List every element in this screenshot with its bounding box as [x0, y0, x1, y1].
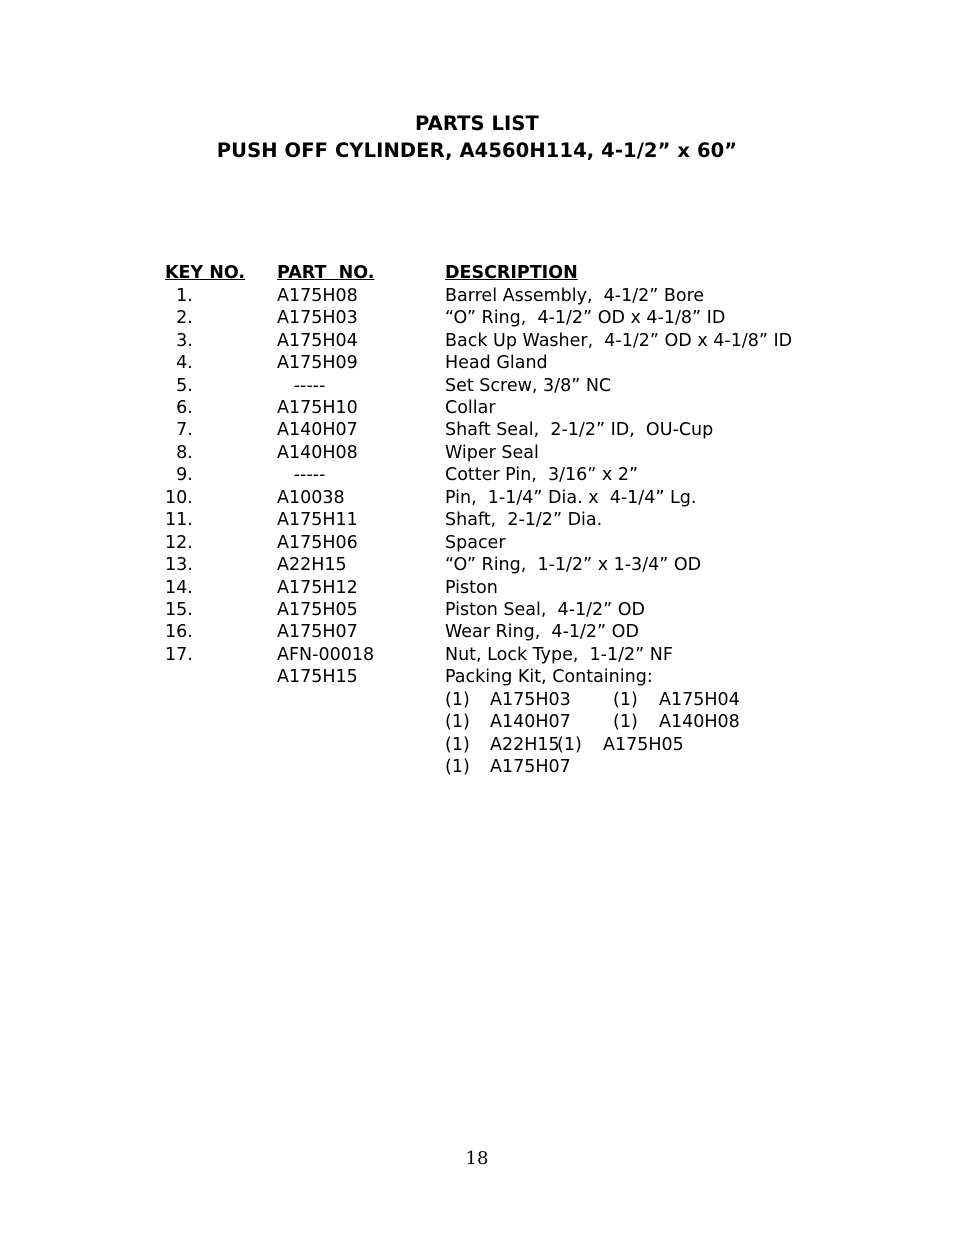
kit-qty: (1) [557, 735, 582, 755]
kit-qty: (1) [445, 735, 470, 755]
description: Head Gland [445, 353, 548, 373]
description: Barrel Assembly, 4-1/2” Bore [445, 286, 705, 306]
key-no: 4. [165, 353, 193, 373]
table-row [0, 397, 954, 419]
key-no: 13. [165, 555, 193, 575]
part-no: A175H09 [277, 353, 358, 373]
description: “O” Ring, 4-1/2” OD x 4-1/8” ID [445, 308, 726, 328]
description: Piston Seal, 4-1/2” OD [445, 600, 646, 620]
kit-part: A22H15 [490, 735, 560, 755]
table-row [0, 375, 954, 397]
kit-part: A140H08 [659, 712, 740, 732]
table-row [0, 644, 954, 666]
key-no: 8. [165, 443, 193, 463]
description: Pin, 1-1/4” Dia. x 4-1/4” Lg. [445, 488, 697, 508]
key-no: 9. [165, 465, 193, 485]
description: Set Screw, 3/8” NC [445, 376, 612, 396]
header-part-no: PART NO. [277, 263, 375, 283]
description: Nut, Lock Type, 1-1/2” NF [445, 645, 673, 665]
part-no: A140H07 [277, 420, 358, 440]
part-no: A175H08 [277, 286, 358, 306]
header-key-no: KEY NO. [165, 263, 246, 283]
kit-qty: (1) [445, 757, 470, 777]
page-number: 18 [465, 1148, 489, 1169]
part-no: A140H08 [277, 443, 358, 463]
description: “O” Ring, 1-1/2” x 1-3/4” OD [445, 555, 702, 575]
table-row [0, 487, 954, 509]
table-row [0, 330, 954, 352]
part-no: A175H11 [277, 510, 358, 530]
description: Cotter Pin, 3/16” x 2” [445, 465, 639, 485]
key-no: 16. [165, 622, 193, 642]
part-no: A175H03 [277, 308, 358, 328]
key-no: 11. [165, 510, 193, 530]
part-no: A175H04 [277, 331, 358, 351]
part-no: ----- [277, 376, 326, 396]
table-row [0, 419, 954, 441]
table-row [0, 352, 954, 374]
key-no: 7. [165, 420, 193, 440]
kit-part: A140H07 [490, 712, 571, 732]
table-row [0, 621, 954, 643]
description: Packing Kit, Containing: [445, 667, 653, 687]
description: Wiper Seal [445, 443, 539, 463]
key-no: 12. [165, 533, 193, 553]
key-no: 6. [165, 398, 193, 418]
description: Wear Ring, 4-1/2” OD [445, 622, 639, 642]
table-row [0, 442, 954, 464]
description: Shaft, 2-1/2” Dia. [445, 510, 603, 530]
part-no: A175H06 [277, 533, 358, 553]
header-description: DESCRIPTION [445, 263, 578, 283]
key-no: 15. [165, 600, 193, 620]
title-line-2: PUSH OFF CYLINDER, A4560H114, 4-1/2” x 60” [216, 139, 738, 162]
description: Back Up Washer, 4-1/2” OD x 4-1/8” ID [445, 331, 793, 351]
part-no: A175H15 [277, 667, 358, 687]
key-no: 14. [165, 578, 193, 598]
part-no: AFN-00018 [277, 645, 375, 665]
description: Collar [445, 398, 496, 418]
key-no: 17. [165, 645, 193, 665]
table-row [0, 532, 954, 554]
key-no: 3. [165, 331, 193, 351]
table-row [0, 666, 954, 688]
key-no: 10. [165, 488, 193, 508]
table-row [0, 577, 954, 599]
kit-row [0, 711, 954, 733]
table-row [0, 285, 954, 307]
table-row [0, 554, 954, 576]
part-no: A175H05 [277, 600, 358, 620]
key-no: 5. [165, 376, 193, 396]
kit-row [0, 734, 954, 756]
title-line-1: PARTS LIST [415, 112, 539, 135]
kit-qty: (1) [613, 690, 638, 710]
part-no: ----- [277, 465, 326, 485]
part-no: A175H07 [277, 622, 358, 642]
kit-part: A175H07 [490, 757, 571, 777]
description: Shaft Seal, 2-1/2” ID, OU-Cup [445, 420, 714, 440]
table-row [0, 509, 954, 531]
table-row [0, 464, 954, 486]
kit-qty: (1) [445, 712, 470, 732]
kit-part: A175H04 [659, 690, 740, 710]
key-no: 2. [165, 308, 193, 328]
table-row [0, 307, 954, 329]
table-header [0, 262, 954, 284]
part-no: A10038 [277, 488, 345, 508]
kit-qty: (1) [445, 690, 470, 710]
part-no: A175H10 [277, 398, 358, 418]
description: Spacer [445, 533, 506, 553]
kit-part: A175H03 [490, 690, 571, 710]
kit-qty: (1) [613, 712, 638, 732]
part-no: A175H12 [277, 578, 358, 598]
key-no: 1. [165, 286, 193, 306]
kit-row [0, 756, 954, 778]
description: Piston [445, 578, 498, 598]
kit-part: A175H05 [603, 735, 684, 755]
table-row [0, 599, 954, 621]
part-no: A22H15 [277, 555, 347, 575]
kit-row [0, 689, 954, 711]
